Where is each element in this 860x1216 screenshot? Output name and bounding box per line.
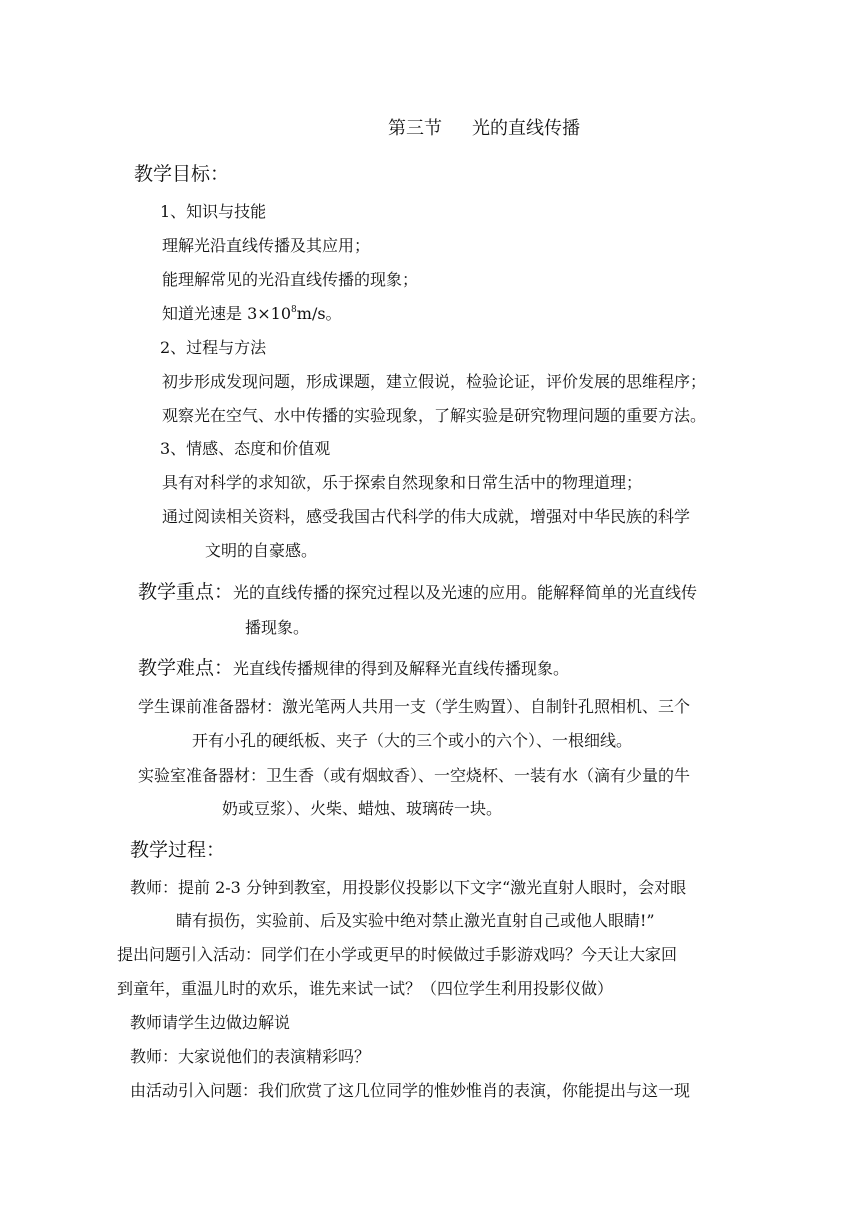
- lab-materials-b: 奶或豆浆）、火柴、蜡烛、玻璃砖一块。: [222, 799, 503, 818]
- process-para-3: 教师请学生边做边解说: [130, 1013, 291, 1032]
- process-para-2b: 到童年，重温儿时的欢乐，谁先来试一试？（四位学生利用投影仪做）: [117, 979, 614, 998]
- process-para-1a: 教师：提前 2-3 分钟到教室，用投影仪投影以下文字“激光直射人眼时，会对眼: [130, 878, 687, 897]
- process-para-5: 由活动引入问题：我们欣赏了这几位同学的惟妙惟肖的表演，你能提出与这一现: [130, 1081, 691, 1100]
- light-speed-exponent: 8: [291, 305, 297, 315]
- process-line-1: 初步形成发现问题，形成课题，建立假说，检验论证，评价发展的思维程序；: [162, 372, 707, 391]
- process-para-2a: 提出问题引入活动：同学们在小学或更早的时候做过手影游戏吗？今天让大家回: [117, 945, 678, 964]
- process-line-2: 观察光在空气、水中传播的实验现象，了解实验是研究物理问题的重要方法。: [162, 406, 707, 425]
- process-heading: 教学过程：: [130, 839, 226, 861]
- attitude-line-2a: 通过阅读相关资料，感受我国古代科学的伟大成就，增强对中华民族的科学: [162, 507, 691, 526]
- objectives-heading: 教学目标：: [134, 163, 230, 185]
- knowledge-skills-heading: 1、知识与技能: [160, 202, 267, 221]
- light-speed-text: 知道光速是 3×10: [162, 304, 292, 323]
- process-para-1b: 睛有损伤，实验前、后及实验中绝对禁止激光直射自己或他人眼睛!”: [176, 911, 655, 930]
- lab-materials-a: 实验室准备器材：卫生香（或有烟蚊香）、一空烧杯、一装有水（滴有少量的牛: [138, 766, 691, 785]
- light-speed-unit: m/s。: [296, 304, 342, 323]
- attitude-heading: 3、情感、态度和价值观: [160, 439, 331, 458]
- attitude-line-1: 具有对科学的求知欲，乐于探索自然现象和日常生活中的物理道理；: [162, 473, 643, 492]
- difficulties-label: 教学难点：: [138, 657, 234, 679]
- student-materials-b: 开有小孔的硬纸板、夹子（大的三个或小的六个）、一根细线。: [192, 731, 633, 750]
- lesson-title: [388, 118, 580, 140]
- key-points-label: 教学重点：: [138, 581, 234, 603]
- knowledge-line-3: [162, 304, 342, 324]
- section-name: 光的直线传播: [472, 118, 580, 139]
- process-para-4: 教师：大家说他们的表演精彩吗？: [130, 1047, 371, 1066]
- process-method-heading: 2、过程与方法: [160, 338, 267, 357]
- key-points: [138, 580, 697, 604]
- difficulties-text: 光直线传播规律的得到及解释光直线传播现象。: [233, 659, 570, 678]
- section-number: 第三节: [388, 118, 442, 139]
- knowledge-line-1: 理解光沿直线传播及其应用；: [162, 236, 371, 255]
- difficulties: [138, 656, 569, 680]
- key-points-text: 光的直线传播的探究过程以及光速的应用。能解释简单的光直线传: [233, 583, 698, 602]
- key-points-text-cont: 播现象。: [245, 618, 310, 637]
- attitude-line-2b: 文明的自豪感。: [205, 541, 318, 560]
- knowledge-line-2: 能理解常见的光沿直线传播的现象；: [162, 270, 419, 289]
- student-materials-a: 学生课前准备器材：激光笔两人共用一支（学生购置）、自制针孔照相机、三个: [138, 697, 691, 716]
